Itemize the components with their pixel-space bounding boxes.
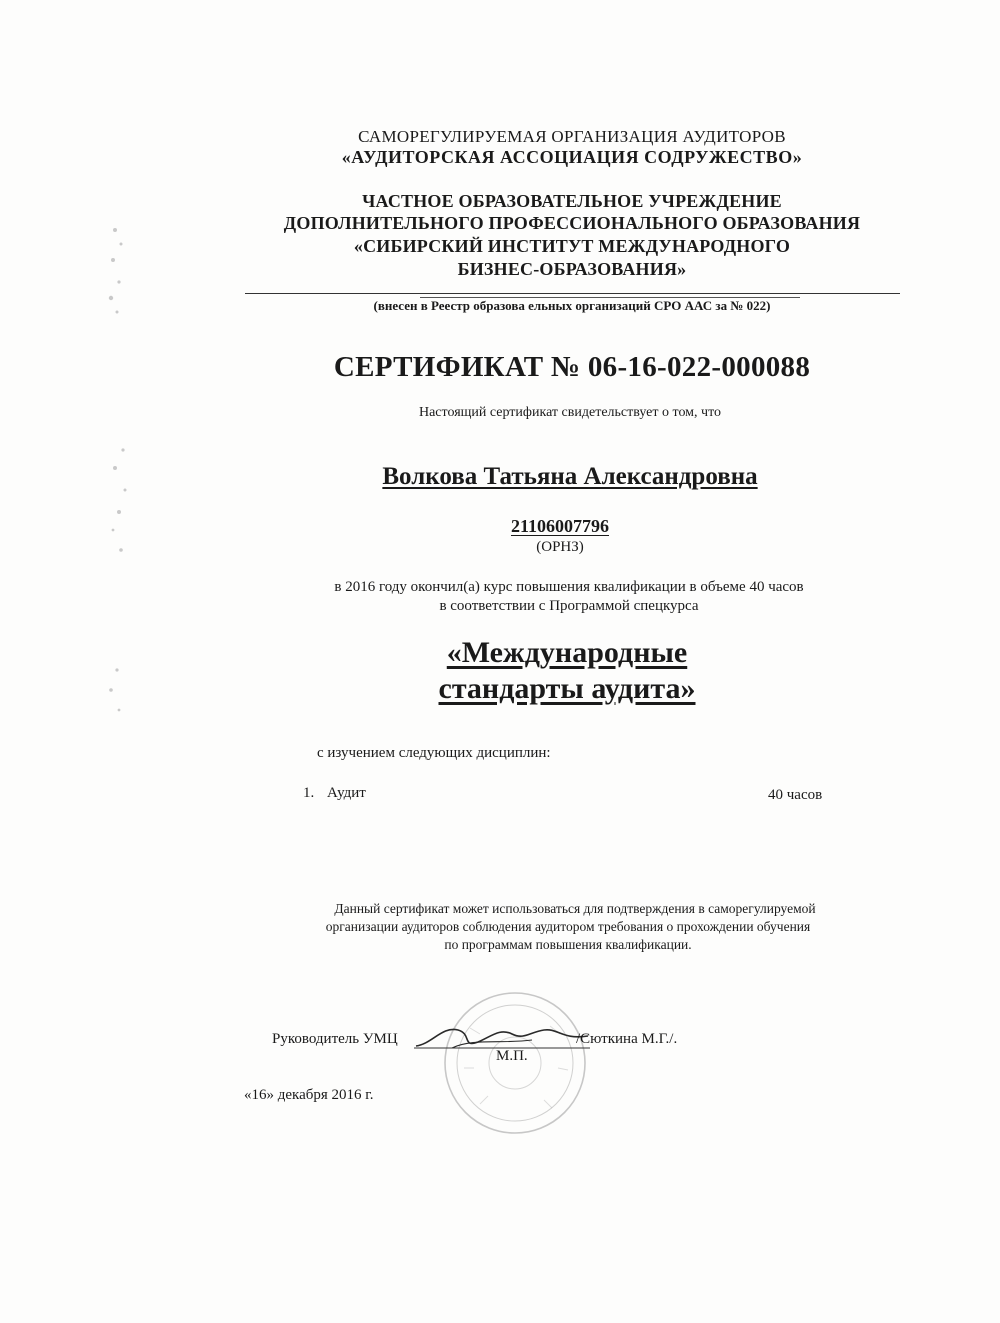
discipline-hours: 40 часов [768, 787, 823, 803]
signatory-name: /Сюткина М.Г./. [576, 1031, 678, 1047]
usage-note-line-2: организации аудиторов соблюдения аудитором требования о прохождении обучения [325, 919, 811, 934]
completion-line-1: в 2016 году окончил(а) курс повышения квалификации в объеме 40 часов [334, 579, 804, 595]
institution-line-3: «СИБИРСКИЙ ИНСТИТУТ МЕЖДУНАРОДНОГО [353, 236, 791, 256]
course-title-line-2: стандарты аудита» [438, 672, 696, 705]
header-divider [245, 293, 900, 294]
ornz-number: 21106007796 [510, 516, 610, 536]
certificate-intro: Настоящий сертификат свидетельствует о том, что [418, 405, 722, 420]
institution-line-1: ЧАСТНОЕ ОБРАЗОВАТЕЛЬНОЕ УЧРЕЖДЕНИЕ [362, 191, 782, 211]
usage-note-line-3: по программам повышения квалификации. [444, 937, 692, 952]
disciplines-intro: с изучением следующих дисциплин: [317, 745, 551, 761]
institution-line-4: БИЗНЕС-ОБРАЗОВАНИЯ» [457, 259, 687, 279]
org-name-line-1: САМОРЕГУЛИРУЕМАЯ ОРГАНИЗАЦИЯ АУДИТОРОВ [358, 127, 786, 146]
completion-line-2: в соответствии с Программой спецкурса [439, 598, 699, 614]
course-title-line-1: «Международные [446, 636, 688, 669]
org-name-line-2: «АУДИТОРСКАЯ АССОЦИАЦИЯ СОДРУЖЕСТВО» [341, 147, 803, 167]
institution-line-2: ДОПОЛНИТЕЛЬНОГО ПРОФЕССИОНАЛЬНОГО ОБРАЗОВАНИЯ [283, 213, 861, 233]
discipline-name: Аудит [327, 785, 366, 801]
signatory-title: Руководитель УМЦ [272, 1031, 398, 1047]
stamp-place-label: М.П. [496, 1048, 528, 1064]
usage-note-line-1: Данный сертификат может использоваться для подтверждения в саморегулируемой [334, 901, 816, 916]
certificate-title: СЕРТИФИКАТ № 06-16-022-000088 [333, 351, 811, 383]
issue-date: «16» декабря 2016 г. [244, 1087, 374, 1103]
registry-note: (внесен в Реестр образова ельных организаций СРО ААС за № 022) [373, 298, 771, 313]
discipline-number: 1. [303, 785, 315, 801]
ornz-label: (ОРНЗ) [536, 539, 584, 555]
person-name: Волкова Татьяна Александровна [382, 463, 758, 490]
scan-artifacts [95, 200, 155, 760]
